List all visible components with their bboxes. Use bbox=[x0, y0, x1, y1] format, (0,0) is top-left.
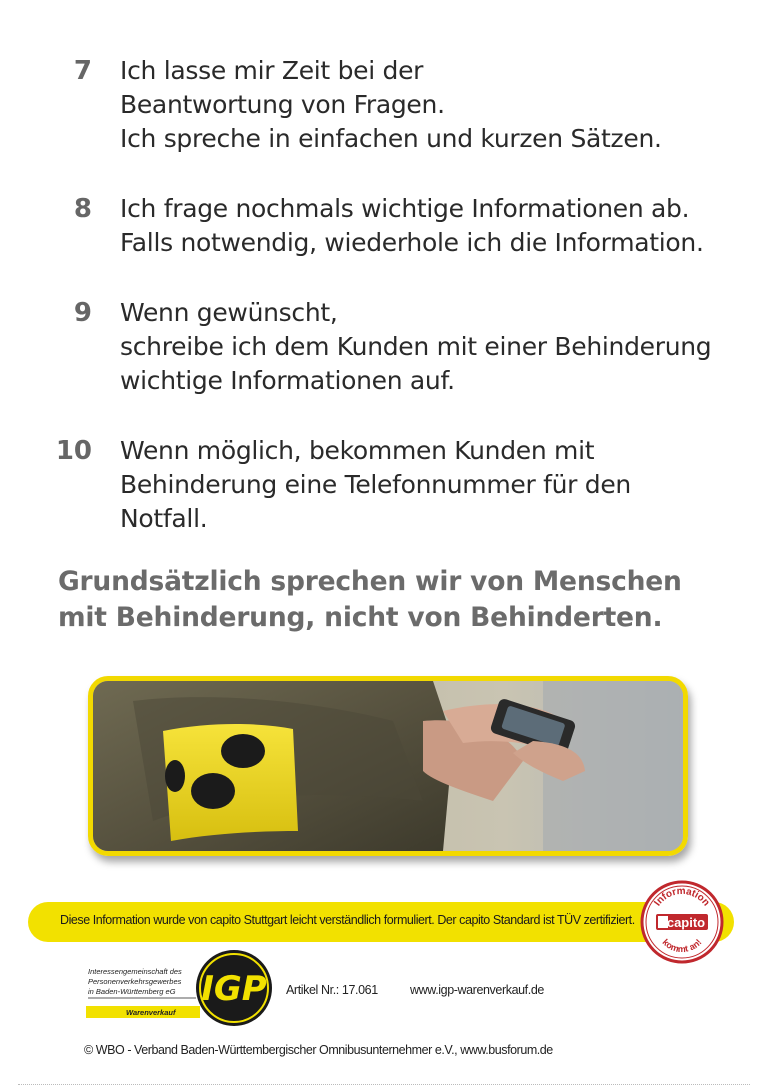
photo-armband bbox=[88, 676, 688, 856]
item-number: 7 bbox=[73, 56, 92, 86]
item-text bbox=[120, 54, 662, 156]
headline-line: mit Behinderung, nicht von Behinderten. bbox=[58, 602, 663, 633]
item-text bbox=[120, 296, 711, 398]
website-link[interactable]: www.igp-warenverkauf.de bbox=[410, 983, 544, 997]
item-line: Beantwortung von Fragen. bbox=[120, 90, 445, 119]
item-number: 10 bbox=[55, 436, 92, 466]
summary-headline bbox=[58, 564, 748, 636]
badge-bottom-text: kommt an! bbox=[660, 936, 704, 955]
item-line: Falls notwendig, wiederhole ich die Information. bbox=[120, 228, 704, 257]
logo-line: in Baden-Württemberg eG bbox=[88, 987, 176, 996]
copyright-notice: © WBO - Verband Baden-Württembergischer Omnibusunternehmer e.V., www.busforum.de bbox=[84, 1043, 553, 1057]
item-line: Behinderung eine Telefonnummer für den bbox=[120, 470, 631, 499]
item-line: Wenn gewünscht, bbox=[120, 298, 338, 327]
item-number: 8 bbox=[73, 194, 92, 224]
info-banner-text: Diese Information wurde von capito Stuttgart leicht verständlich formuliert. Der capito Standard ist TÜV zertifiziert. bbox=[60, 913, 635, 927]
logo-line: Personenverkehrsgewerbes bbox=[88, 977, 182, 986]
item-text bbox=[120, 434, 631, 536]
armband-photo-illustration bbox=[93, 681, 683, 851]
item-line: Ich spreche in einfachen und kurzen Sätzen. bbox=[120, 124, 662, 153]
igp-logo-mark bbox=[86, 950, 282, 1030]
headline-line: Grundsätzlich sprechen wir von Menschen bbox=[58, 566, 682, 597]
logo-line: Interessengemeinschaft des bbox=[88, 967, 182, 976]
logo-sub: Warenverkauf bbox=[126, 1008, 176, 1017]
badge-brand: capito bbox=[666, 915, 706, 930]
capito-badge bbox=[640, 880, 724, 964]
igp-logo bbox=[86, 950, 282, 1030]
item-line: wichtige Informationen auf. bbox=[120, 366, 455, 395]
logo-mark-text: IGP bbox=[201, 969, 267, 1009]
item-line: Ich lasse mir Zeit bei der bbox=[120, 56, 424, 85]
item-text bbox=[120, 192, 704, 260]
page-bottom-rule bbox=[18, 1084, 750, 1085]
article-number: Artikel Nr.: 17.061 bbox=[286, 983, 378, 997]
item-line: Wenn möglich, bekommen Kunden mit bbox=[120, 436, 595, 465]
badge-top-text: Information bbox=[652, 885, 712, 909]
item-number: 9 bbox=[73, 298, 92, 328]
capito-seal-icon bbox=[640, 880, 724, 964]
item-line: Notfall. bbox=[120, 504, 208, 533]
item-line: Ich frage nochmals wichtige Informationen ab. bbox=[120, 194, 690, 223]
item-line: schreibe ich dem Kunden mit einer Behinderung bbox=[120, 332, 712, 361]
